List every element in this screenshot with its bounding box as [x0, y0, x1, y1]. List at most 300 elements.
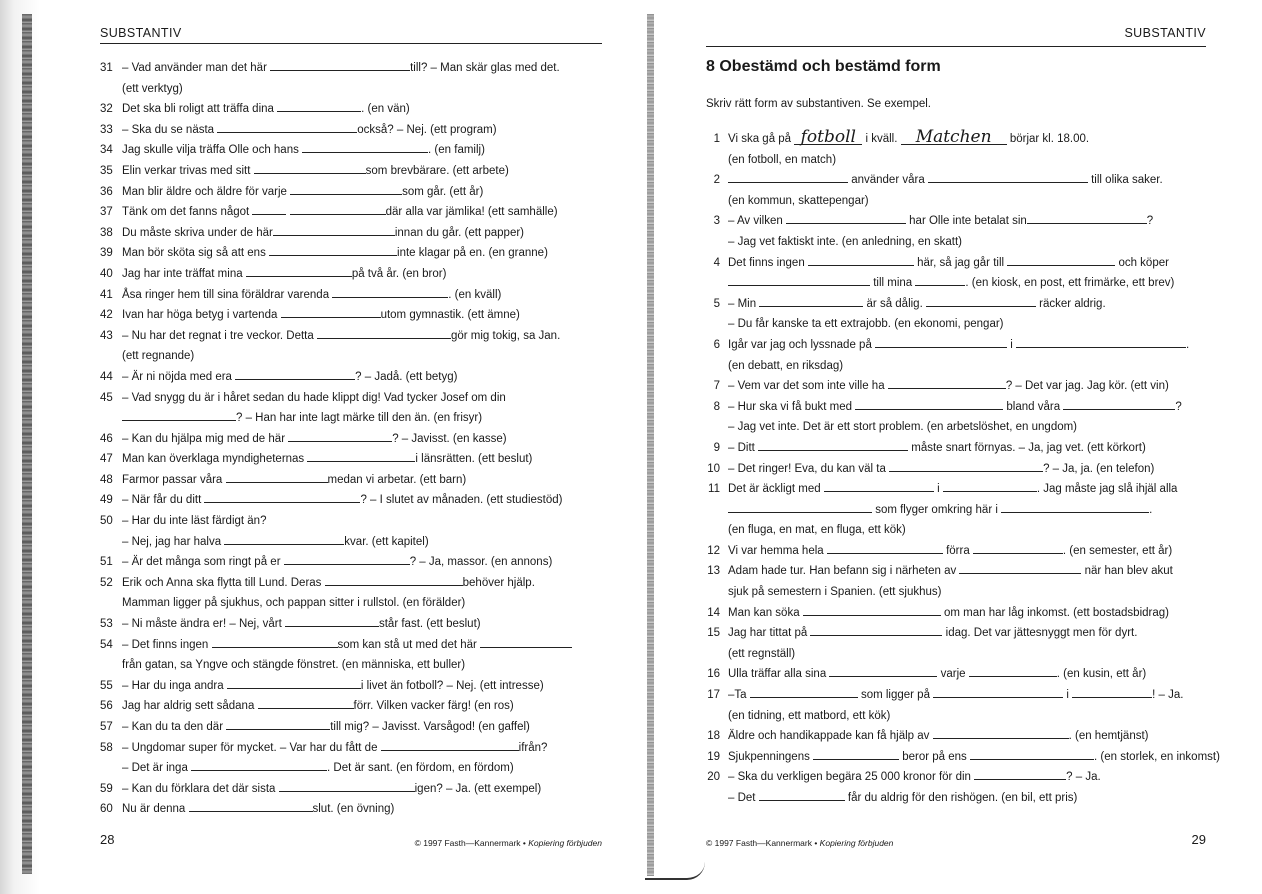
answer-blank[interactable] — [381, 739, 519, 751]
answer-blank[interactable] — [204, 491, 360, 503]
answer-blank[interactable] — [285, 615, 379, 627]
item-number: 15 — [707, 627, 720, 640]
header-rule — [706, 46, 1206, 47]
item-text: . (en kiosk, en post, ett frimärke, ett brev) — [965, 277, 1175, 290]
item-text: till olika saker. — [1087, 174, 1163, 187]
item-number: 50 — [100, 515, 113, 528]
exercise-item — [100, 635, 602, 656]
item-number: 53 — [100, 618, 113, 631]
item-text: . — [1149, 503, 1153, 516]
left-page — [100, 0, 602, 894]
exercise-continuation — [706, 273, 1206, 294]
item-number: 9 — [713, 441, 720, 454]
item-number: 49 — [100, 494, 113, 507]
answer-blank[interactable] — [302, 141, 428, 153]
exercise-continuation — [706, 706, 1206, 727]
item-text: Jag har aldrig sett sådana — [122, 700, 258, 713]
item-text: – Min — [728, 297, 760, 310]
answer-blank[interactable] — [933, 727, 1069, 739]
item-text: förr. Vilken vacker färg! (en ros) — [353, 700, 514, 713]
exercise-continuation — [100, 79, 602, 100]
item-text: – Är det många som ringt på er — [122, 556, 284, 569]
answer-blank[interactable] — [325, 574, 463, 586]
answer-blank[interactable] — [728, 501, 872, 513]
answer-blank[interactable] — [803, 604, 941, 616]
item-text: börjar kl. 18.00. — [1006, 133, 1090, 145]
answer-blank[interactable] — [728, 171, 848, 183]
item-number: 38 — [100, 226, 113, 239]
item-text: Ivan har höga betyg i vartenda — [122, 309, 281, 322]
page-number: 28 — [100, 832, 115, 847]
exercise-item — [706, 170, 1206, 191]
item-text: Adam hade tur. Han befann sig i närheten av — [728, 565, 960, 578]
item-text: – Har du inga andra — [122, 679, 227, 692]
item-text: till? – Man skär glas med det. — [410, 62, 560, 74]
item-number: 31 — [100, 62, 113, 74]
answer-blank[interactable] — [875, 336, 1007, 348]
item-text: när han blev akut — [1081, 565, 1173, 578]
item-text: ? – I slutet av månaden. (ett studiestöd) — [360, 494, 563, 507]
item-text: Man bör sköta sig så att ens — [122, 247, 270, 260]
copyright-notice — [706, 838, 893, 848]
item-text: (en debatt, en riksdag) — [728, 359, 844, 372]
item-text: Jag har inte träffat mina — [122, 267, 246, 280]
answer-blank[interactable] — [273, 224, 395, 236]
item-text: Nu är denna — [122, 803, 189, 816]
item-number: 46 — [100, 432, 113, 445]
answer-blank[interactable] — [480, 636, 572, 648]
exercise-item — [706, 664, 1206, 685]
item-text: (ett regnande) — [122, 350, 195, 363]
answer-blank[interactable] — [1016, 336, 1186, 348]
running-head: SUBSTANTIV — [100, 26, 182, 40]
answer-blank[interactable] — [284, 553, 410, 565]
answer-blank[interactable] — [1072, 686, 1152, 698]
item-text: varje — [937, 668, 969, 681]
item-text: använder våra — [848, 174, 928, 187]
exercise-continuation — [706, 150, 1206, 171]
exercise-continuation — [706, 644, 1206, 665]
exercise-item — [100, 58, 602, 79]
exercise-continuation — [706, 356, 1206, 377]
answer-blank[interactable] — [888, 377, 1006, 389]
item-text: Man blir äldre och äldre för varje — [122, 185, 291, 198]
item-text: till mig? – Javisst. Varsågod! (en gaffel) — [330, 721, 530, 733]
item-number: 40 — [100, 267, 113, 280]
exercise-continuation — [706, 314, 1206, 335]
exercise-item — [100, 614, 602, 635]
right-page — [706, 0, 1220, 894]
item-text: – Hur ska vi få bukt med — [728, 400, 856, 413]
answer-blank[interactable] — [252, 203, 286, 215]
answer-blank[interactable] — [290, 183, 402, 195]
item-text: ? – Ja, ja. (en telefon) — [1043, 462, 1155, 475]
item-text: . (en kväll) — [448, 288, 502, 301]
answer-blank[interactable] — [227, 677, 361, 689]
exercise-item — [100, 552, 602, 573]
item-number: 39 — [100, 247, 113, 260]
item-text: står fast. (ett beslut) — [378, 618, 481, 631]
answer-blank[interactable] — [226, 718, 330, 730]
item-text: som brevbärare. (ett arbete) — [365, 164, 509, 177]
item-text: . — [1185, 338, 1190, 351]
item-text: Elin verkar trivas med sitt — [122, 164, 254, 177]
answer-blank[interactable] — [212, 636, 338, 648]
item-text: medan vi arbetar. (ett barn) — [327, 473, 467, 486]
item-text: som går. (ett år) — [402, 185, 484, 198]
answer-blank[interactable] — [332, 286, 448, 298]
exercise-item — [706, 397, 1206, 418]
item-text: måste snart förnyas. – Ja, jag vet. (ett körkort) — [908, 441, 1146, 454]
answer-blank[interactable] — [970, 748, 1094, 760]
item-number: 17 — [707, 689, 720, 702]
item-number: 6 — [713, 338, 720, 351]
exercise-item — [100, 223, 602, 244]
answer-blank[interactable] — [277, 100, 361, 112]
item-text: förra — [942, 544, 973, 557]
item-text: om man har låg inkomst. (ett bostadsbidrag) — [940, 606, 1169, 619]
item-number: 16 — [707, 668, 720, 681]
exercise-continuation — [100, 593, 602, 614]
item-text: Åsa ringer hem till sina föräldrar varenda — [122, 288, 333, 301]
item-text: . (en kusin, ett år) — [1056, 668, 1147, 681]
copyright-note: Kopiering förbjuden — [819, 838, 894, 848]
exercise-item — [706, 438, 1206, 459]
item-number: 33 — [100, 123, 113, 136]
item-text: Vi ska gå på — [728, 133, 795, 145]
answer-blank[interactable] — [189, 800, 313, 812]
answer-blank[interactable] — [889, 460, 1043, 472]
item-text: Det ska bli roligt att träffa dina — [122, 103, 278, 116]
item-text: Man kan söka — [728, 606, 803, 619]
answer-blank[interactable] — [307, 450, 415, 462]
exercise-list — [706, 127, 1220, 809]
answer-blank[interactable] — [728, 274, 870, 286]
item-text: från gatan, sa Yngve och stängde fönstret. (en människa, ett buller) — [122, 659, 466, 672]
answer-blank[interactable] — [786, 212, 906, 224]
item-text: (en fluga, en mat, en fluga, ett kök) — [728, 524, 906, 537]
item-number: 47 — [100, 453, 113, 466]
item-text: – Ni måste ändra er! – Nej, vårt — [122, 618, 285, 631]
item-number: 57 — [100, 721, 113, 733]
answer-blank[interactable] — [288, 430, 392, 442]
exercise-item — [100, 696, 602, 717]
exercise-continuation — [100, 758, 602, 779]
exercise-item — [706, 129, 1206, 150]
item-text: – Kan du förklara det där sista — [122, 782, 279, 795]
exercise-continuation — [706, 417, 1206, 438]
item-text: . (en vän) — [361, 103, 410, 116]
answer-blank[interactable] — [235, 368, 355, 380]
answer-blank[interactable] — [281, 306, 381, 318]
item-text: här, så jag går till — [913, 256, 1008, 269]
item-number: 10 — [707, 462, 720, 475]
answer-blank[interactable] — [1007, 254, 1115, 266]
exercise-continuation — [706, 582, 1206, 603]
exercise-item — [100, 717, 602, 738]
item-text: i kväll. — [862, 133, 901, 145]
answer-blank[interactable] — [959, 562, 1081, 574]
item-number: 14 — [707, 606, 720, 619]
item-number: 52 — [100, 576, 113, 589]
item-text: i länsrätten. (ett beslut) — [415, 453, 533, 466]
exercise-continuation — [706, 788, 1206, 809]
answer-blank[interactable] — [290, 203, 386, 215]
item-text: Tänk om det fanns något — [122, 206, 253, 219]
item-text: – När får du ditt — [122, 494, 205, 507]
item-number: 8 — [713, 400, 720, 413]
item-text: – Jag vet inte. Det är ett stort problem. (en arbetslöshet, en ungdom) — [728, 421, 1078, 434]
item-text: ? — [1146, 215, 1154, 228]
item-number: 12 — [707, 544, 720, 557]
item-text: – Ungdomar super för mycket. – Var har du fått de — [122, 741, 381, 754]
item-text: – Av vilken — [728, 215, 786, 228]
answer-blank[interactable] — [758, 439, 908, 451]
exercise-item — [100, 676, 602, 697]
item-text: i livet än fotboll? – Nej. (ett intresse) — [360, 679, 544, 692]
item-text: också? – Nej. (ett program) — [357, 123, 497, 136]
item-number: 36 — [100, 185, 113, 198]
item-text: ? – Det var jag. Jag kör. (ett vin) — [1005, 380, 1169, 393]
exercise-list — [100, 58, 602, 820]
answer-blank[interactable] — [827, 542, 943, 554]
answer-blank[interactable] — [926, 295, 1036, 307]
exercise-continuation — [100, 346, 602, 367]
item-text: – Har du inte läst färdigt än? — [122, 515, 267, 528]
item-number: 44 — [100, 370, 113, 383]
exercise-item — [706, 335, 1206, 356]
copyright-text: © 1997 Fasth—Kannermark • — [706, 838, 818, 848]
exercise-continuation — [706, 520, 1206, 541]
exercise-item — [706, 294, 1206, 315]
item-text: – Nej, jag har halva — [122, 535, 225, 548]
answer-blank[interactable] — [759, 295, 863, 307]
exercise-item — [706, 376, 1206, 397]
exercise-item — [706, 459, 1206, 480]
answer-blank[interactable] — [269, 244, 397, 256]
exercise-item — [100, 429, 602, 450]
item-text: ! – Ja. — [1152, 689, 1184, 702]
item-number: 7 — [713, 380, 720, 393]
answer-blank[interactable] — [279, 780, 415, 792]
item-text: ? – Jadå. (ett betyg) — [355, 370, 458, 383]
item-text: ? – Javisst. (en kasse) — [392, 432, 507, 445]
answer-blank[interactable] — [226, 471, 328, 483]
exercise-item — [706, 479, 1206, 500]
answer-blank[interactable] — [855, 398, 1003, 410]
exercise-item — [100, 99, 602, 120]
item-text: . (en familj) — [428, 144, 485, 157]
item-text: Du måste skriva under de här — [122, 226, 273, 239]
item-text: i — [933, 483, 943, 496]
item-number: 59 — [100, 782, 113, 795]
exercise-item — [100, 449, 602, 470]
item-number: 20 — [707, 771, 720, 784]
item-text: ? – Ja, massor. (en annons) — [409, 556, 553, 569]
item-text: . (en semester, ett år) — [1062, 544, 1173, 557]
answer-blank[interactable] — [810, 624, 942, 636]
item-text: Man kan överklaga myndigheternas — [122, 453, 308, 466]
answer-blank[interactable] — [191, 759, 327, 771]
item-text: utom gymnastik. (ett ämne) — [380, 309, 520, 322]
item-number: 5 — [713, 297, 720, 310]
section-heading: 8 Obestämd och bestämd form — [706, 58, 941, 75]
answer-blank[interactable] — [270, 59, 410, 71]
answer-blank[interactable] — [254, 162, 366, 174]
item-number: 1 — [713, 133, 720, 145]
book-gutter — [647, 14, 654, 876]
item-text: och köper — [1115, 256, 1169, 269]
item-text: bland våra — [1003, 400, 1064, 413]
answer-blank[interactable] — [915, 274, 965, 286]
item-text: där alla var jämlika! (ett samhälle) — [385, 206, 558, 219]
item-text: beror på ens — [899, 750, 971, 763]
answer-blank[interactable] — [224, 533, 344, 545]
item-number: 37 — [100, 206, 113, 219]
item-text: – Är ni nöjda med era — [122, 370, 236, 383]
exercise-item — [706, 211, 1206, 232]
item-text: på två år. (en bror) — [351, 267, 447, 280]
item-text: (ett regnställ) — [728, 647, 796, 660]
running-head: SUBSTANTIV — [1124, 26, 1206, 40]
item-text: – Ska du verkligen begära 25 000 kronor för din — [728, 771, 975, 784]
exercise-item — [706, 623, 1206, 644]
item-number: 32 — [100, 103, 113, 116]
item-number: 60 — [100, 803, 113, 816]
copyright-notice — [415, 838, 602, 848]
item-number: 48 — [100, 473, 113, 486]
item-text: – Jag vet faktiskt inte. (en anledning, en skatt) — [728, 235, 962, 248]
item-text: – Det — [728, 792, 759, 804]
item-number: 34 — [100, 144, 113, 157]
item-text: har Olle inte betalat sin — [905, 215, 1027, 228]
item-text: – Vem var det som inte ville ha — [728, 380, 888, 393]
answer-blank[interactable] — [943, 480, 1037, 492]
item-text: kvar. (ett kapitel) — [344, 535, 429, 548]
item-number: 56 — [100, 700, 113, 713]
item-text: får du aldrig för den rishögen. (en bil, ett pris) — [844, 792, 1078, 804]
item-text: (ett verktyg) — [122, 82, 183, 95]
item-number: 19 — [707, 750, 720, 763]
exercise-item — [100, 182, 602, 203]
exercise-continuation — [706, 500, 1206, 521]
item-number: 55 — [100, 679, 113, 692]
item-text: ? – Ja. — [1066, 771, 1101, 784]
exercise-item — [100, 738, 602, 759]
exercise-item — [706, 541, 1206, 562]
item-text: –Ta — [728, 689, 750, 702]
answer-blank[interactable] — [246, 265, 352, 277]
item-text: i — [1063, 689, 1073, 702]
item-text: i — [1007, 338, 1016, 351]
item-text: (en fotboll, en match) — [728, 153, 837, 166]
exercise-item — [100, 573, 602, 594]
answer-blank[interactable] — [928, 171, 1088, 183]
item-text: inte klagar på en. (en granne) — [397, 247, 548, 260]
header-rule — [100, 43, 602, 44]
item-text: gör mig tokig, sa Jan. — [450, 329, 561, 342]
answer-blank[interactable] — [829, 665, 937, 677]
item-text: räcker aldrig. — [1035, 297, 1106, 310]
item-text: Erik och Anna ska flytta till Lund. Deras — [122, 576, 325, 589]
answer-blank[interactable] — [973, 542, 1063, 554]
item-number: 58 — [100, 741, 113, 754]
item-number: 11 — [708, 483, 720, 496]
item-text: idag. Det var jättesnyggt men för dyrt. — [942, 627, 1138, 640]
answer-blank[interactable] — [933, 686, 1063, 698]
answer-blank[interactable] — [813, 748, 899, 760]
exercise-item — [706, 767, 1206, 788]
item-text: . Det är sant. (en fördom, en fördom) — [327, 762, 514, 775]
item-number: 42 — [100, 309, 113, 322]
book-gutter-foot — [645, 862, 705, 880]
answer-blank[interactable] — [317, 327, 451, 339]
exercise-item — [706, 603, 1206, 624]
answer-blank[interactable] — [824, 480, 934, 492]
answer-blank[interactable] — [808, 254, 914, 266]
item-number: 18 — [707, 730, 720, 743]
exercise-item — [706, 253, 1206, 274]
exercise-item — [100, 202, 602, 223]
item-number: 43 — [100, 329, 113, 342]
exercise-item — [100, 779, 602, 800]
item-number: 45 — [100, 391, 113, 404]
item-text: ? — [1175, 400, 1182, 413]
item-text: ? – Han har inte lagt märke till den än. (en frisyr) — [236, 412, 483, 425]
handwritten-answer: Matchen — [901, 130, 1007, 145]
item-text: Det finns ingen — [728, 256, 808, 269]
item-text: – Vad använder man det här — [122, 62, 271, 74]
book-left-edge — [0, 0, 40, 894]
answer-blank[interactable] — [750, 686, 858, 698]
exercise-item — [100, 120, 602, 141]
exercise-item — [100, 511, 602, 532]
answer-blank[interactable] — [974, 768, 1066, 780]
exercise-item — [100, 367, 602, 388]
answer-blank[interactable] — [122, 409, 236, 421]
item-text: – Kan du hjälpa mig med de här — [122, 432, 289, 445]
exercise-item — [100, 326, 602, 347]
answer-blank[interactable] — [258, 697, 354, 709]
answer-blank[interactable] — [1063, 398, 1175, 410]
item-text: Igår var jag och lyssnade på — [728, 338, 876, 351]
exercise-item — [706, 561, 1206, 582]
item-text: (en tidning, ett matbord, ett kök) — [728, 709, 891, 722]
item-text: – Du får kanske ta ett extrajobb. (en ekonomi, pengar) — [728, 318, 1004, 331]
copyright-text: © 1997 Fasth—Kannermark • — [414, 838, 526, 848]
answer-blank[interactable] — [969, 665, 1057, 677]
item-text: slut. (en övning) — [312, 803, 395, 816]
exercise-item — [100, 470, 602, 491]
item-number: 4 — [713, 256, 720, 269]
answer-blank[interactable] — [759, 789, 845, 801]
page-number: 29 — [1191, 832, 1206, 847]
item-text: sjuk på semestern i Spanien. (ett sjukhus) — [728, 586, 942, 599]
item-text: – Vad snygg du är i håret sedan du hade klippt dig! Vad tycker Josef om din — [122, 391, 506, 404]
item-number: 3 — [713, 215, 720, 228]
exercise-continuation — [706, 232, 1206, 253]
answer-blank[interactable] — [1027, 212, 1147, 224]
item-text: igen? – Ja. (ett exempel) — [414, 782, 542, 795]
item-text: – Det finns ingen — [122, 638, 212, 651]
item-text: – Nu har det regnat i tre veckor. Detta — [122, 329, 317, 342]
exercise-continuation — [706, 191, 1206, 212]
answer-blank[interactable] — [217, 121, 357, 133]
item-text: – Det är inga — [122, 762, 192, 775]
exercise-item — [100, 285, 602, 306]
exercise-continuation — [100, 655, 602, 676]
answer-blank[interactable] — [1001, 501, 1149, 513]
